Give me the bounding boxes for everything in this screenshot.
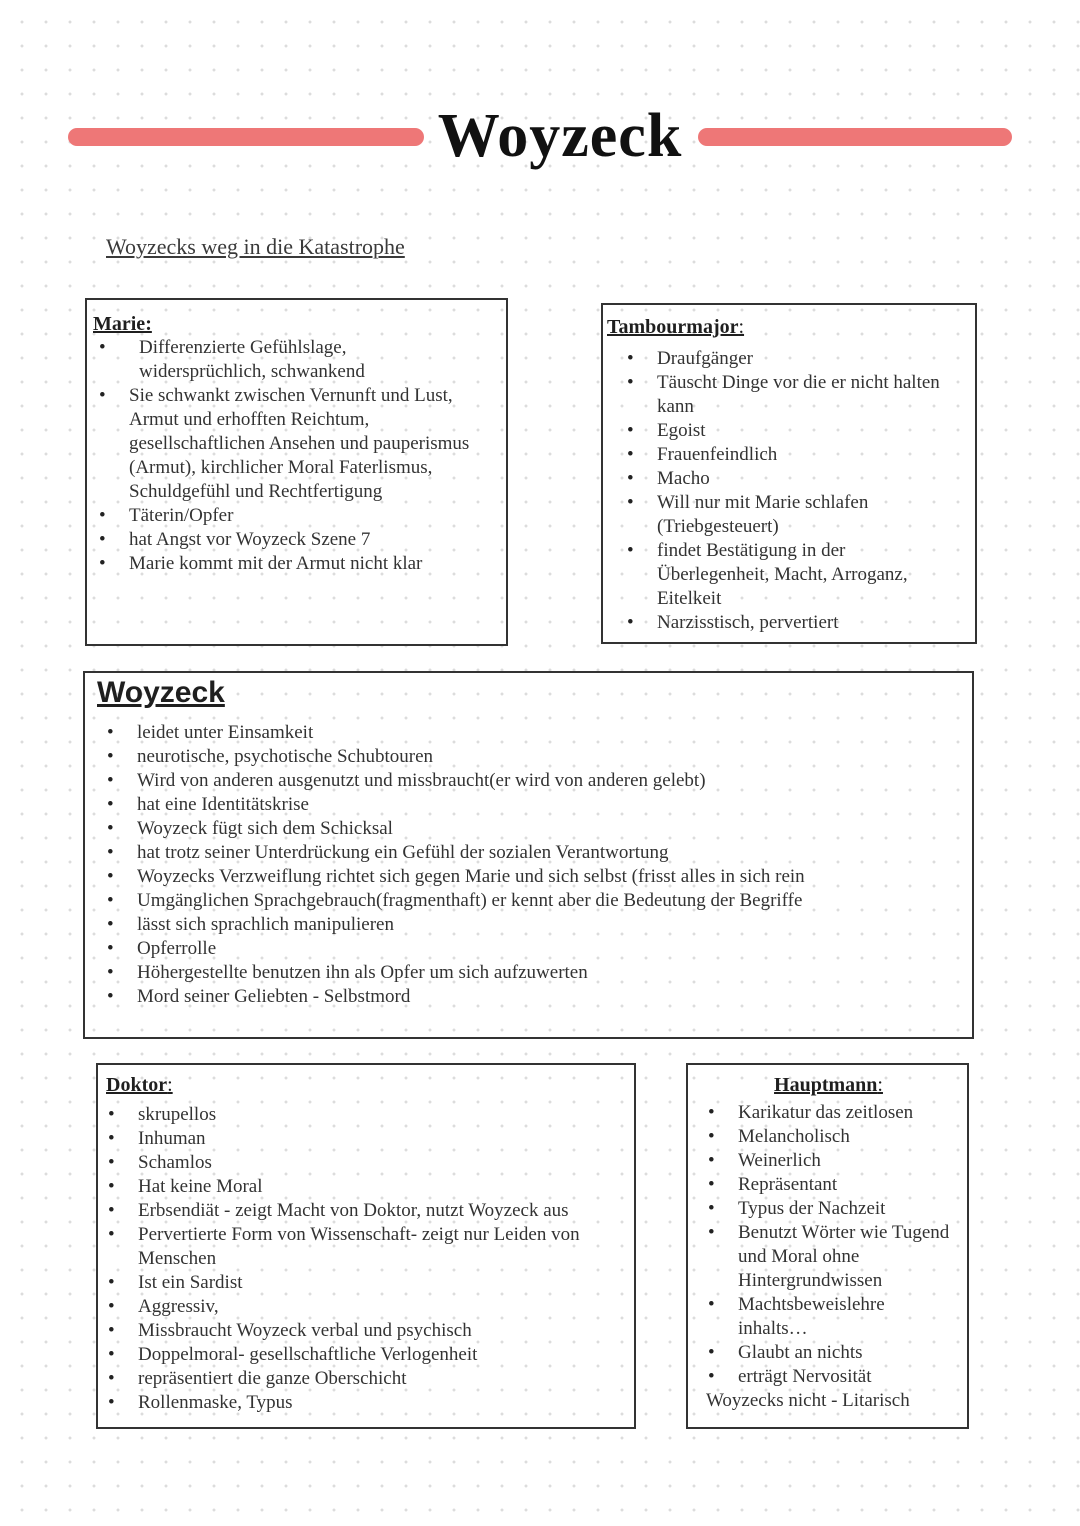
list-item: • Umgänglichen Sprachgebrauch(fragmenthaft) er kennt aber die Bedeutung der Begriffe [137,889,817,913]
hauptmann-heading-text: Hauptmann [774,1074,878,1096]
list-item: • Melancholisch [738,1125,961,1149]
list-item: • hat trotz seiner Unterdrückung ein Gefühl der sozialen Verantwortung [137,841,962,865]
doktor-heading-text: Doktor [106,1074,168,1096]
list-item: • Egoist [657,419,969,443]
list-item: • findet Bestätigung in der Überlegenheit, Macht, Arroganz, Eitelkeit [657,539,943,611]
list-item: • Will nur mit Marie schlafen (Triebgesteuert) [657,491,897,539]
list-item: • Inhuman [138,1127,624,1151]
list-item: • repräsentiert die ganze Oberschicht [138,1367,624,1391]
list-item: • Pervertierte Form von Wissenschaft- zeigt nur Leiden von Menschen [138,1223,624,1271]
list-item: • Machtsbeweislehre inhalts… [738,1293,918,1341]
title-bar-right [698,128,1012,146]
page-subtitle: Woyzecks weg in die Katastrophe [106,234,405,259]
hauptmann-list [706,1101,961,1389]
list-item: • Differenzierte Gefühlslage, widersprüchlich, schwankend [129,336,379,384]
marie-heading: Marie: [93,313,152,335]
list-item: • Typus der Nachzeit [738,1197,961,1221]
list-item: • Marie kommt mit der Armut nicht klar [129,552,496,576]
tambourmajor-heading-colon: : [738,316,745,338]
doktor-box [96,1063,636,1429]
list-item: • Frauenfeindlich [657,443,969,467]
tambourmajor-list [607,347,969,635]
list-item: • Woyzeck fügt sich dem Schicksal [137,817,962,841]
list-item: • leidet unter Einsamkeit [137,721,962,745]
list-item: • Wird von anderen ausgenutzt und missbraucht(er wird von anderen gelebt) [137,769,962,793]
list-item: • Benutzt Wörter wie Tugend und Moral ohne Hintergrundwissen [738,1221,954,1293]
list-item: • Weinerlich [738,1149,961,1173]
hauptmann-box [686,1063,969,1429]
list-item: • Täterin/Opfer [129,504,496,528]
list-item: • Hat keine Moral [138,1175,624,1199]
list-item: • Missbraucht Woyzeck verbal und psychisch [138,1319,624,1343]
list-item: • hat Angst vor Woyzeck Szene 7 [129,528,496,552]
list-item: • Karikatur das zeitlosen [738,1101,961,1125]
tambourmajor-heading-text: Tambourmajor [607,316,739,338]
list-item: • Glaubt an nichts [738,1341,961,1365]
list-item: • lässt sich sprachlich manipulieren [137,913,962,937]
list-item: • neurotische, psychotische Schubtouren [137,745,962,769]
list-item: • Aggressiv, [138,1295,624,1319]
list-item: • Macho [657,467,969,491]
tambourmajor-box [601,303,977,644]
hauptmann-heading-colon: : [877,1074,883,1096]
woyzeck-heading: Woyzeck [97,676,225,709]
list-item: • Höhergestellte benutzen ihn als Opfer um sich aufzuwerten [137,961,962,985]
list-item: • Woyzecks Verzweiflung richtet sich gegen Marie und sich selbst (frisst alles in sich rein [137,865,962,889]
marie-box [85,298,508,646]
list-item: • hat eine Identitätskrise [137,793,962,817]
list-item: • Mord seiner Geliebten - Selbstmord [137,985,962,1009]
doktor-heading [106,1073,624,1097]
hauptmann-heading [706,1073,961,1097]
list-item: • Sie schwankt zwischen Vernunft und Lust, Armut und erhofften Reichtum, gesellschaftlichen Ansehen und pauperismus (Armut), kirchlicher Moral Faterlismus, Schuldgefühl und Rechtfertigung [129,384,485,504]
list-item: • Rollenmaske, Typus [138,1391,624,1415]
list-item: • Ist ein Sardist [138,1271,624,1295]
page-title: Woyzeck [437,102,683,170]
list-item: • erträgt Nervosität [738,1365,961,1389]
hauptmann-note: Woyzecks nicht - Litarisch [706,1390,910,1411]
list-item: • Doppelmoral- gesellschaftliche Verlogenheit [138,1343,624,1367]
list-item: • Täuscht Dinge vor die er nicht halten kann [657,371,973,419]
list-item: • Repräsentant [738,1173,961,1197]
title-bar-left [68,128,424,146]
doktor-heading-colon: : [167,1074,173,1096]
list-item: • Opferrolle [137,937,962,961]
list-item: • skrupellos [138,1103,624,1127]
woyzeck-list [97,721,962,1009]
doktor-list [106,1103,624,1415]
list-item: • Narzisstisch, pervertiert [657,611,969,635]
marie-list [93,336,496,576]
list-item: • Schamlos [138,1151,624,1175]
list-item: • Draufgänger [657,347,969,371]
list-item: • Erbsendiät - zeigt Macht von Doktor, nutzt Woyzeck aus [138,1199,624,1223]
tambourmajor-heading [607,315,969,339]
woyzeck-box [83,671,974,1039]
